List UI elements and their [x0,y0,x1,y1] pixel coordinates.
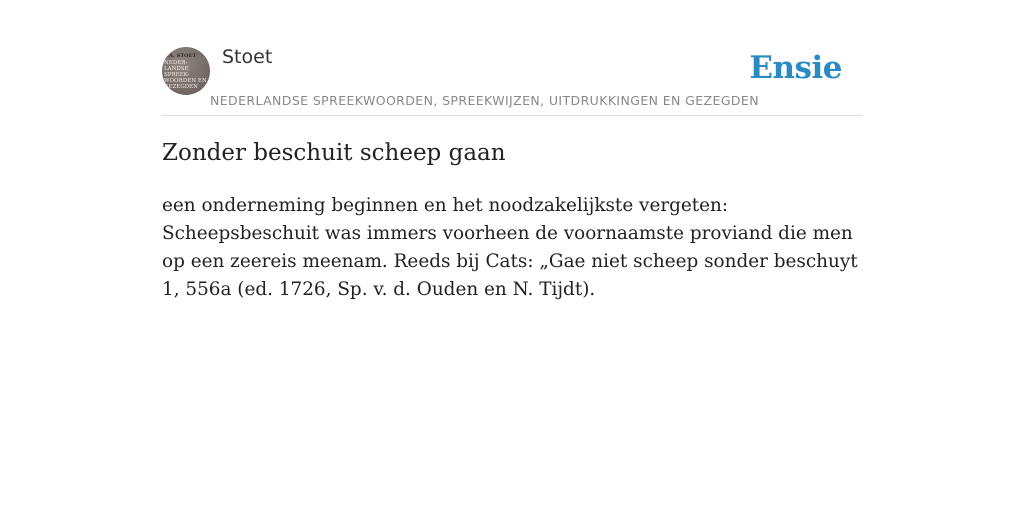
book-cover-avatar[interactable] [162,47,210,95]
ensie-logo[interactable]: Ensie [749,50,842,86]
entry-title: Zonder beschuit scheep gaan [162,140,506,166]
avatar-line: LANDSE [164,66,189,72]
entry-definition: een onderneming beginnen en het noodzakelijkste vergeten: Scheepsbeschuit was immers voorheen de voornaamste proviand die men op een zeereis meenam. Reeds bij Cats: „Gae niet scheep sonder beschuyt 1, 556a (ed. 1726, Sp. v. d. Ouden en N. Tijdt). [162,195,858,300]
author-link[interactable]: Stoet [222,46,273,68]
avatar-line: WOORDEN EN [164,78,207,84]
avatar-line: SPREEK- [164,72,190,78]
header [162,0,862,116]
avatar-line: NEDER- [164,60,188,66]
source-title-link[interactable]: NEDERLANDSE SPREEKWOORDEN, SPREEKWIJZEN, UITDRUKKINGEN EN GEZEGDEN [210,93,759,108]
page [162,0,862,300]
avatar-line: GEZEGDEN [164,84,199,90]
avatar-author-text: F.A. STOET [164,53,197,59]
